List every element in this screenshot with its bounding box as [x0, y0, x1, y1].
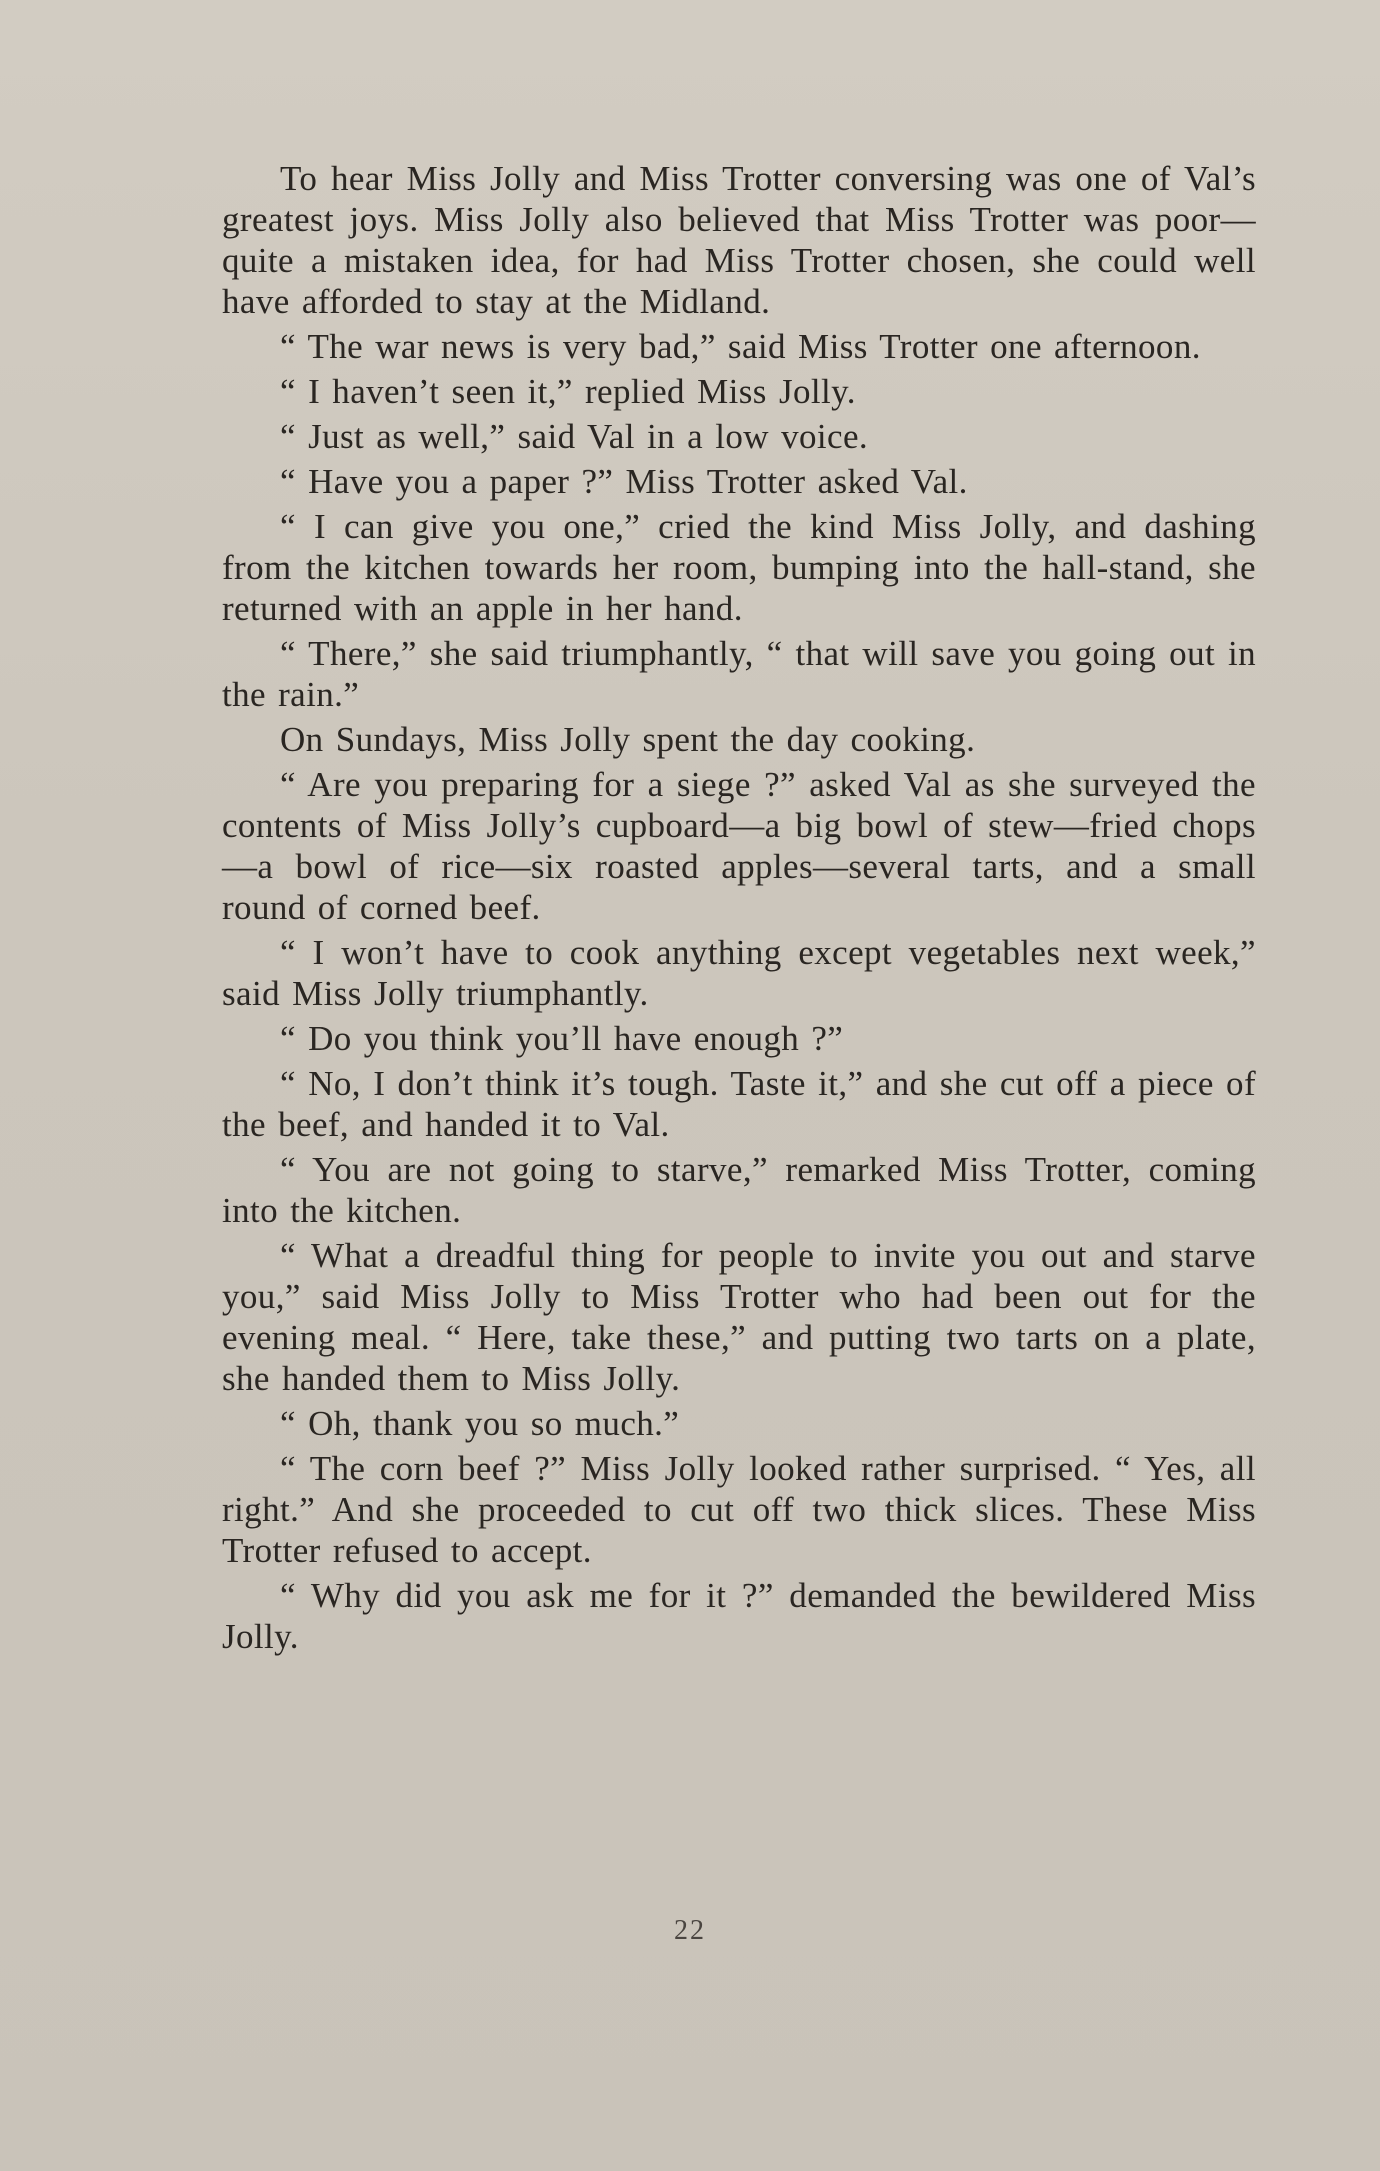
paragraph: “ Have you a paper ?” Miss Trotter asked Val.: [280, 462, 968, 501]
paragraph: “ The corn beef ?” Miss Jolly looked rather surprised. “ Yes, all right.” And she proceeded to cut off two thick slices. These Miss Trotter refused to accept.: [222, 1449, 1256, 1570]
paragraph: “ Why did you ask me for it ?” demanded the bewildered Miss Jolly.: [222, 1576, 1256, 1656]
paragraph: “ There,” she said triumphantly, “ that will save you going out in the rain.”: [222, 634, 1256, 714]
body-text: [222, 158, 1256, 1661]
paragraph: “ What a dreadful thing for people to invite you out and starve you,” said Miss Jolly to Miss Trotter who had been out for the evening meal. “ Here, take these,” and putting two tarts on a plate, she handed them to Miss Jolly.: [222, 1236, 1256, 1398]
paragraph: “ I can give you one,” cried the kind Miss Jolly, and dashing from the kitchen towards her room, bumping into the hall-stand, she returned with an apple in her hand.: [222, 507, 1256, 628]
paragraph: “ Oh, thank you so much.”: [280, 1404, 680, 1443]
paragraph: “ Just as well,” said Val in a low voice.: [280, 417, 869, 456]
paragraph: “ You are not going to starve,” remarked Miss Trotter, coming into the kitchen.: [222, 1150, 1256, 1230]
paragraph: To hear Miss Jolly and Miss Trotter conversing was one of Val’s greatest joys. Miss Jolly also believed that Miss Trotter was poor—quite a mistaken idea, for had Miss Trotter chosen, she could well have afforded to stay at the Midland.: [222, 159, 1256, 321]
paragraph: “ Are you preparing for a siege ?” asked Val as she surveyed the contents of Miss Jolly’s cupboard—a big bowl of stew—fried chops—a bowl of rice—six roasted apples—several tarts, and a small round of corned beef.: [222, 765, 1256, 927]
paragraph: “ I won’t have to cook anything except vegetables next week,” said Miss Jolly triumphantly.: [222, 933, 1256, 1013]
paragraph: “ No, I don’t think it’s tough. Taste it,” and she cut off a piece of the beef, and handed it to Val.: [222, 1064, 1256, 1144]
paragraph: On Sundays, Miss Jolly spent the day cooking.: [280, 720, 976, 759]
page-number: 22: [674, 1915, 706, 1946]
paragraph: “ The war news is very bad,” said Miss Trotter one afternoon.: [280, 327, 1201, 366]
paragraph: “ I haven’t seen it,” replied Miss Jolly.: [280, 372, 856, 411]
paragraph: “ Do you think you’ll have enough ?”: [280, 1019, 844, 1058]
